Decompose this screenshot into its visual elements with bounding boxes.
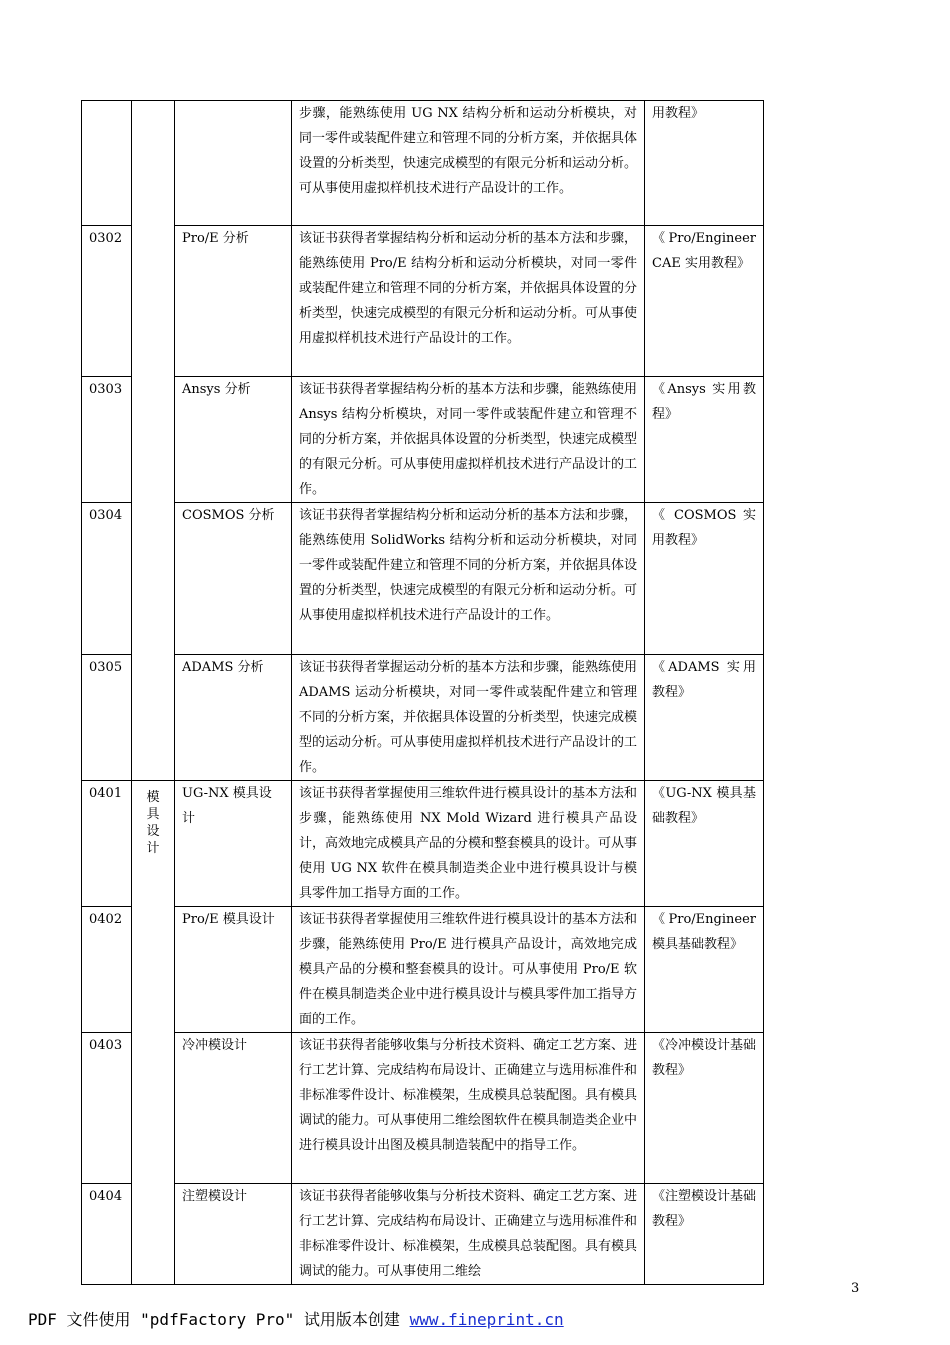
table-row <box>82 1184 764 1285</box>
course-description: 该证书获得者掌握使用三维软件进行模具设计的基本方法和步骤，能熟练使用 Pro/E 进行模具产品设计，高效地完成模具产品的分模和整套模具的设计。可从事使用 Pro/E 软件在模具制造类企业中进行模具设计与模具零件加工指导方面的工作。 <box>292 907 645 1033</box>
textbook: 《冷冲模设计基础教程》 <box>645 1033 764 1184</box>
table-row <box>82 781 764 907</box>
course-description: 该证书获得者掌握结构分析和运动分析的基本方法和步骤，能熟练使用 SolidWorks 结构分析和运动分析模块，对同一零件或装配件建立和管理不同的分析方案，并依据具体设置的分析类型，快速完成模型的有限元分析和运动分析。可从事使用虚拟样机技术进行产品设计的工作。 <box>292 503 645 655</box>
table-row <box>82 503 764 655</box>
page-number: 3 <box>851 1281 860 1296</box>
course-code: 0305 <box>82 655 132 781</box>
footer-text: PDF 文件使用 "pdfFactory Pro" 试用版本创建 <box>28 1310 410 1329</box>
course-name: 注塑模设计 <box>175 1184 292 1285</box>
course-code: 0403 <box>82 1033 132 1184</box>
course-name: 冷冲模设计 <box>175 1033 292 1184</box>
course-name: Pro/E 模具设计 <box>175 907 292 1033</box>
table-row <box>82 655 764 781</box>
textbook: 用教程》 <box>645 101 764 226</box>
course-name: COSMOS 分析 <box>175 503 292 655</box>
category-cell <box>132 781 175 1285</box>
course-description: 该证书获得者掌握结构分析和运动分析的基本方法和步骤，能熟练使用 Pro/E 结构分析和运动分析模块，对同一零件或装配件建立和管理不同的分析方案，并依据具体设置的分析类型，快速完成模型的有限元分析和运动分析。可从事使用虚拟样机技术进行产品设计的工作。 <box>292 226 645 377</box>
course-code: 0402 <box>82 907 132 1033</box>
course-description: 该证书获得者掌握使用三维软件进行模具设计的基本方法和步骤，能熟练使用 NX Mold Wizard 进行模具产品设计，高效地完成模具产品的分模和整套模具的设计。可从事使用 UG NX 软件在模具制造类企业中进行模具设计与模具零件加工指导方面的工作。 <box>292 781 645 907</box>
footer-link[interactable]: www.fineprint.cn <box>409 1310 564 1329</box>
course-description: 步骤，能熟练使用 UG NX 结构分析和运动分析模块，对同一零件或装配件建立和管理不同的分析方案，并依据具体设置的分析类型，快速完成模型的有限元分析和运动分析。可从事使用虚拟样机技术进行产品设计的工作。 <box>292 101 645 226</box>
table-row <box>82 1033 764 1184</box>
course-name: UG-NX 模具设计 <box>175 781 292 907</box>
course-name: ADAMS 分析 <box>175 655 292 781</box>
table-row <box>82 101 764 226</box>
course-description: 该证书获得者能够收集与分析技术资料、确定工艺方案、进行工艺计算、完成结构布局设计、正确建立与选用标准件和非标准零件设计、标准模架，生成模具总装配图。具有模具调试的能力。可从事使用二维绘图软件在模具制造类企业中进行模具设计出图及模具制造装配中的指导工作。 <box>292 1033 645 1184</box>
course-description: 该证书获得者掌握结构分析的基本方法和步骤，能熟练使用 Ansys 结构分析模块，对同一零件或装配件建立和管理不同的分析方案，并依据具体设置的分析类型，快速完成模型的有限元分析。可从事使用虚拟样机技术进行产品设计的工作。 <box>292 377 645 503</box>
course-code: 0404 <box>82 1184 132 1285</box>
course-code: 0303 <box>82 377 132 503</box>
table-row <box>82 377 764 503</box>
textbook: 《注塑模设计基础教程》 <box>645 1184 764 1285</box>
textbook: 《Ansys 实用教程》 <box>645 377 764 503</box>
pdf-footer <box>28 1307 564 1330</box>
textbook: 《Pro/Engineer 模具基础教程》 <box>645 907 764 1033</box>
course-code <box>82 101 132 226</box>
textbook: 《ADAMS 实用教程》 <box>645 655 764 781</box>
course-description: 该证书获得者能够收集与分析技术资料、确定工艺方案、进行工艺计算、完成结构布局设计、正确建立与选用标准件和非标准零件设计、标准模架，生成模具总装配图。具有模具调试的能力。可从事使用二维绘 <box>292 1184 645 1285</box>
category-label: 模具设计 <box>146 790 160 856</box>
course-description: 该证书获得者掌握运动分析的基本方法和步骤，能熟练使用 ADAMS 运动分析模块，对同一零件或装配件建立和管理不同的分析方案，并依据具体设置的分析类型，快速完成模型的运动分析。可从事使用虚拟样机技术进行产品设计的工作。 <box>292 655 645 781</box>
table-row <box>82 226 764 377</box>
category-cell <box>132 101 175 781</box>
certificate-table <box>81 100 764 1285</box>
course-name <box>175 101 292 226</box>
course-code: 0304 <box>82 503 132 655</box>
textbook: 《UG-NX 模具基础教程》 <box>645 781 764 907</box>
textbook: 《Pro/Engineer CAE 实用教程》 <box>645 226 764 377</box>
textbook: 《 COSMOS 实用教程》 <box>645 503 764 655</box>
course-code: 0302 <box>82 226 132 377</box>
course-name: Pro/E 分析 <box>175 226 292 377</box>
table-row <box>82 907 764 1033</box>
course-name: Ansys 分析 <box>175 377 292 503</box>
course-code: 0401 <box>82 781 132 907</box>
